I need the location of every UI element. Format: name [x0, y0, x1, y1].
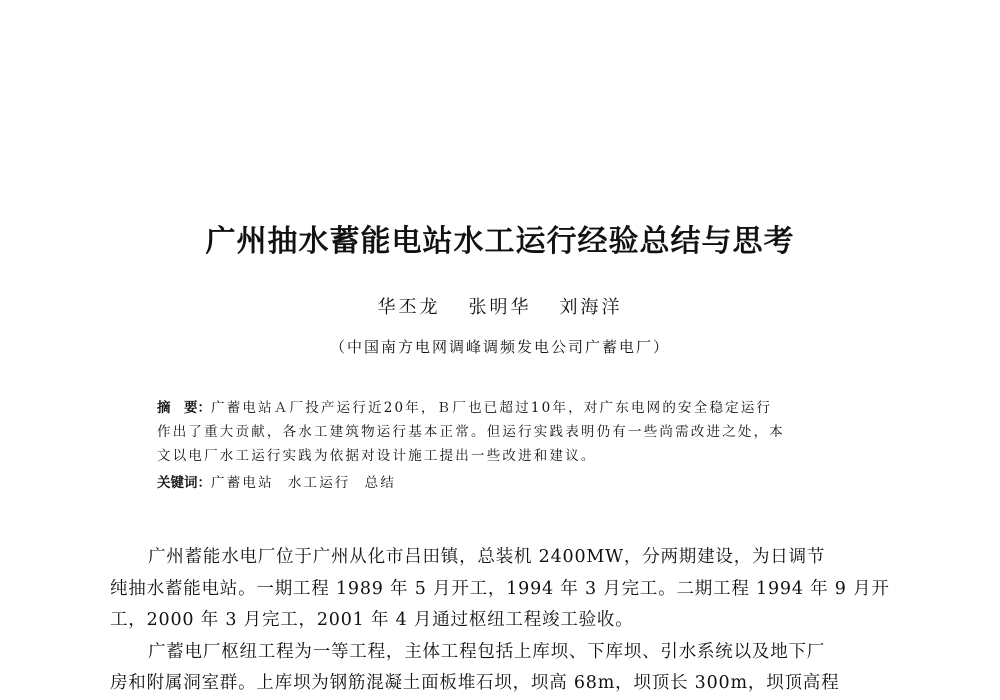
keywords-label: 关键词： [157, 475, 211, 491]
paper-title: 广州抽水蓄能电站水工运行经验总结与思考 [205, 224, 795, 259]
abstract-line: 文以电厂水工运行实践为依据对设计施工提出一些改进和建议。 [157, 448, 597, 464]
abstract-line [157, 396, 847, 420]
body-line: 工，2000 年 3 月完工，2001 年 4 月通过枢纽工程竣工验收。 [110, 610, 634, 630]
body-line: 广蓄电厂枢纽工程为一等工程，主体工程包括上库坝、下库坝、引水系统以及地下厂 [148, 641, 826, 662]
abstract-text: 广蓄电站Ａ厂投产运行近20年，Ｂ厂也已超过10年，对广东电网的安全稳定运行 [211, 400, 773, 416]
keywords [157, 471, 410, 491]
author-name: 张明华 [468, 297, 532, 318]
affiliation: （中国南方电网调峰调频发电公司广蓄电厂） [329, 338, 670, 356]
body-text [110, 542, 900, 700]
body-line: 广州蓄能水电厂位于广州从化市吕田镇，总装机 2400MW，分两期建设，为日调节 [148, 547, 826, 567]
author-name: 刘海洋 [559, 297, 623, 318]
body-line: 纯抽水蓄能电站。一期工程 1989 年 5 月开工，1994 年 3 月完工。二期工程 1994 年 9 月开 [110, 578, 890, 599]
keyword: 水工运行 [287, 475, 351, 491]
keyword: 总结 [364, 475, 397, 491]
author-list [0, 293, 1000, 319]
abstract-line: 作出了重大贡献，各水工建筑物运行基本正常。但运行实践表明仍有一些尚需改进之处，本 [157, 424, 785, 440]
abstract [157, 396, 847, 468]
keyword: 广蓄电站 [211, 475, 274, 491]
abstract-label: 摘 要： [157, 400, 211, 416]
body-line: 房和附属洞室群。上库坝为钢筋混凝土面板堆石坝，坝高 68m，坝顶长 300m，坝顶高程 [110, 673, 840, 693]
author-name: 华丕龙 [377, 297, 441, 318]
